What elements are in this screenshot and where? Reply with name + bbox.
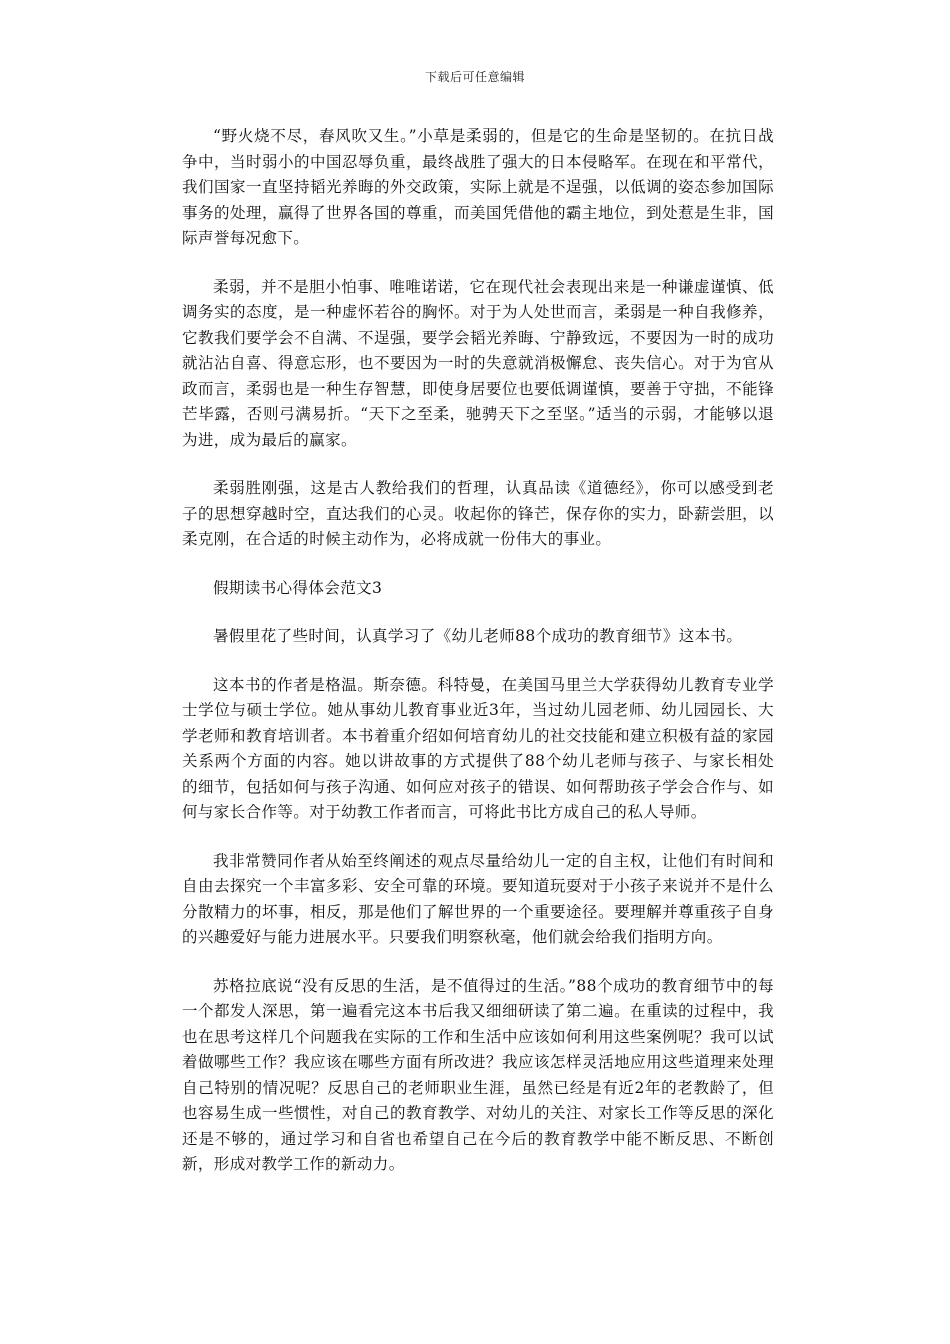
paragraph-3: 柔弱胜刚强，这是古人教给我们的哲理，认真品读《道德经》，你可以感受到老子的思想穿越时空，直达我们的心灵。收起你的锋芒，保存你的实力，卧薪尝胆，以柔克刚，在合适的时候主动作为，必将成就一份伟大的事业。 <box>182 479 774 548</box>
paragraph-2: 柔弱，并不是胆小怕事、唯唯诺诺，它在现代社会表现出来是一种谦虚谨慎、低调务实的态度，是一种虚怀若谷的胸怀。对于为人处世而言，柔弱是一种自我修养，它教我们要学会不自满、不逞强，要学会韬光养晦、宁静致远，不要因为一时的成功就沾沾自喜、得意忘形，也不要因为一时的失意就消极懈怠、丧失信心。对于为官从政而言，柔弱也是一种生存智慧，即使身居要位也要低调谨慎，要善于守拙，不能锋芒毕露，否则弓满易折。“天下之至柔，驰骋天下之至坚。”适当的示弱，才能够以退为进，成为最后的赢家。 <box>182 277 774 449</box>
paragraph-7: 苏格拉底说“没有反思的生活，是不值得过的生活。”88个成功的教育细节中的每一个都发人深思，第一遍看完这本书后我又细细研读了第二遍。在重读的过程中，我也在思考这样几个问题我在实际的工作和生活中应该如何利用这些案例呢？我可以试着做哪些工作？我应该在哪些方面有所改进？我应该怎样灵活地应用这些道理来处理自己特别的情况呢？反思自己的老师职业生涯，虽然已经是有近2年的老教龄了，但也容易生成一些惯性，对自己的教育教学、对幼儿的关注、对家长工作等反思的深化还是不够的，通过学习和自省也希望自己在今后的教育教学中能不断反思、不断创新，形成对教学工作的新动力。 <box>182 976 774 1173</box>
section-heading: 假期读书心得体会范文3 <box>213 578 383 597</box>
paragraph-1: “野火烧不尽，春风吹又生。”小草是柔弱的，但是它的生命是坚韧的。在抗日战争中，当时弱小的中国忍辱负重，最终战胜了强大的日本侵略军。在现在和平常代，我们国家一直坚持韬光养晦的外交政策，实际上就是不逞强，以低调的姿态参加国际事务的处理，赢得了世界各国的尊重，而美国凭借他的霸主地位，到处惹是生非，国际声誉每况愈下。 <box>182 127 774 247</box>
document-body <box>182 124 774 1201</box>
paragraph-5: 这本书的作者是格温。斯奈德。科特曼，在美国马里兰大学获得幼儿教育专业学士学位与硕士学位。她从事幼儿教育事业近3年，当过幼儿园老师、幼儿园园长、大学老师和教育培训者。本书着重介绍如何培育幼儿的社交技能和建立积极有益的家园关系两个方面的内容。她以讲故事的方式提供了88个幼儿老师与孩子、与家长相处的细节，包括如何与孩子沟通、如何应对孩子的错误、如何帮助孩子学会合作与、如何与家长合作等。对于幼教工作者而言，可将此书比方成自己的私人导师。 <box>182 675 774 821</box>
page-header-note: 下载后可任意编辑 <box>424 70 525 84</box>
paragraph-4: 暑假里花了些时间，认真学习了《幼儿老师88个成功的教育细节》这本书。 <box>213 627 743 645</box>
paragraph-6: 我非常赞同作者从始至终阐述的观点尽量给幼儿一定的自主权，让他们有时间和自由去探究一个丰富多彩、安全可靠的环境。要知道玩耍对于小孩子来说并不是什么分散精力的坏事，相反，那是他们了解世界的一个重要途径。要理解并尊重孩子自身的兴趣爱好与能力进展水平。只要我们明察秋毫，他们就会给我们指明方向。 <box>182 851 774 946</box>
